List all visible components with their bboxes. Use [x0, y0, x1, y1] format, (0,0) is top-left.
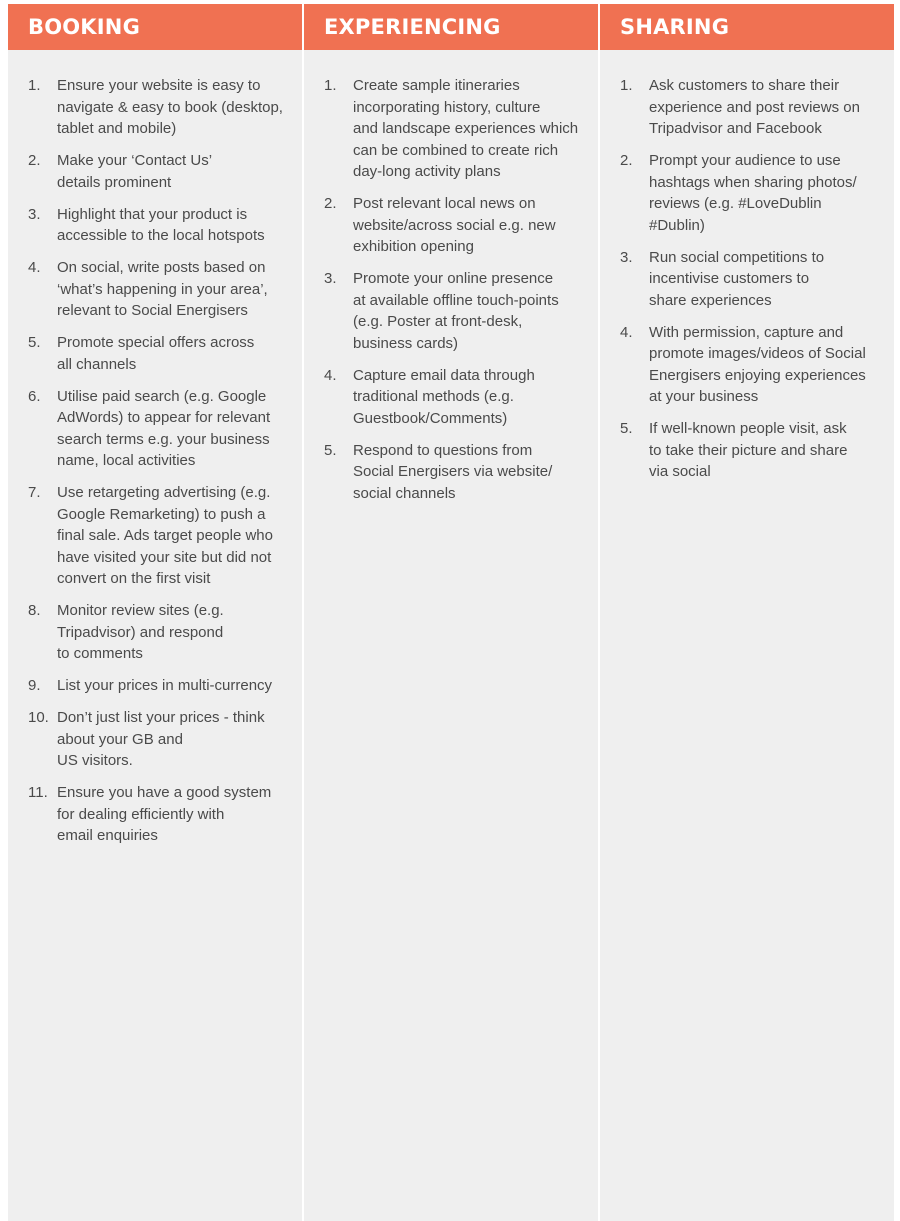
item-text: Prompt your audience to use hashtags when sharing photos/ reviews (e.g. #LoveDublin #Dublin) [649, 152, 857, 234]
item-number: 4. [620, 323, 633, 341]
experiencing-header: EXPERIENCING [304, 4, 598, 50]
item-number: 3. [620, 248, 633, 266]
list-item [28, 482, 296, 590]
item-number: 10. [28, 709, 49, 726]
list-item [28, 150, 296, 193]
sharing-list [600, 50, 894, 483]
list-item [620, 75, 888, 140]
list-item [28, 600, 296, 665]
list-item [620, 247, 888, 312]
item-number: 11. [28, 784, 48, 801]
item-number: 1. [324, 77, 337, 94]
list-item [28, 332, 296, 375]
item-text: With permission, capture and promote images/videos of Social Energisers enjoying experiences at your business [649, 323, 866, 405]
list-item [620, 150, 888, 236]
item-number: 3. [324, 270, 337, 287]
item-text: On social, write posts based on ‘what’s happening in your area’, relevant to Social Energisers [57, 259, 268, 319]
list-item [28, 204, 296, 247]
booking-column [8, 4, 302, 1221]
item-number: 2. [324, 195, 337, 212]
list-item [324, 268, 592, 354]
list-item [324, 365, 592, 430]
item-number: 3. [28, 205, 41, 223]
item-text: Promote your online presence at available offline touch-points (e.g. Poster at front-desk, business cards) [353, 270, 559, 352]
experiencing-list [304, 50, 598, 504]
item-number: 1. [28, 77, 41, 94]
list-item [324, 75, 592, 183]
item-text: Utilise paid search (e.g. Google AdWords) to appear for relevant search terms e.g. your business name, local activities [57, 387, 271, 469]
item-text: List your prices in multi-currency [57, 677, 273, 694]
sharing-header: SHARING [600, 4, 894, 50]
item-number: 1. [620, 77, 633, 94]
item-text: Use retargeting advertising (e.g. Google Remarketing) to push a final sale. Ads target people who have visited your site but did not convert on the first visit [57, 484, 273, 587]
item-text: Respond to questions from Social Energisers via website/ social channels [353, 441, 553, 502]
item-number: 4. [324, 366, 337, 384]
item-text: Ask customers to share their experience and post reviews on Tripadvisor and Facebook [649, 77, 860, 137]
item-number: 2. [620, 152, 633, 169]
item-text: Post relevant local news on website/across social e.g. new exhibition opening [353, 195, 556, 255]
item-text: Ensure you have a good system for dealing efficiently with email enquiries [57, 784, 272, 844]
item-number: 6. [28, 387, 41, 405]
item-number: 8. [28, 602, 41, 619]
list-item [324, 440, 592, 505]
item-text: Monitor review sites (e.g. Tripadvisor) and respond to comments [57, 602, 224, 662]
list-item [28, 675, 296, 697]
item-text: Run social competitions to incentivise customers to share experiences [649, 248, 825, 309]
booking-list [8, 50, 302, 847]
item-number: 5. [620, 420, 633, 437]
list-item [28, 75, 296, 140]
item-text: Promote special offers across all channels [57, 334, 255, 373]
item-number: 5. [28, 334, 41, 351]
experiencing-column [304, 4, 598, 1221]
item-number: 2. [28, 152, 41, 169]
item-text: Don’t just list your prices - think about your GB and US visitors. [57, 709, 265, 769]
booking-header: BOOKING [8, 4, 302, 50]
item-number: 7. [28, 484, 41, 501]
list-item [28, 707, 296, 772]
item-text: Make your ‘Contact Us’ details prominent [57, 152, 213, 191]
item-number: 9. [28, 677, 41, 694]
item-text: Capture email data through traditional methods (e.g. Guestbook/Comments) [353, 366, 535, 427]
list-item [620, 322, 888, 408]
list-item [324, 193, 592, 258]
item-number: 4. [28, 259, 41, 276]
item-text: Create sample itineraries incorporating history, culture and landscape experiences which can be combined to create rich day-long activity plans [353, 77, 579, 180]
list-item [28, 257, 296, 322]
list-item [28, 386, 296, 472]
item-text: If well-known people visit, ask to take their picture and share via social [649, 420, 848, 480]
item-text: Ensure your website is easy to navigate & easy to book (desktop, tablet and mobile) [57, 77, 283, 137]
list-item [28, 782, 296, 847]
item-number: 5. [324, 441, 337, 459]
list-item [620, 418, 888, 483]
item-text: Highlight that your product is accessible to the local hotspots [57, 205, 265, 244]
sharing-column [600, 4, 894, 1221]
